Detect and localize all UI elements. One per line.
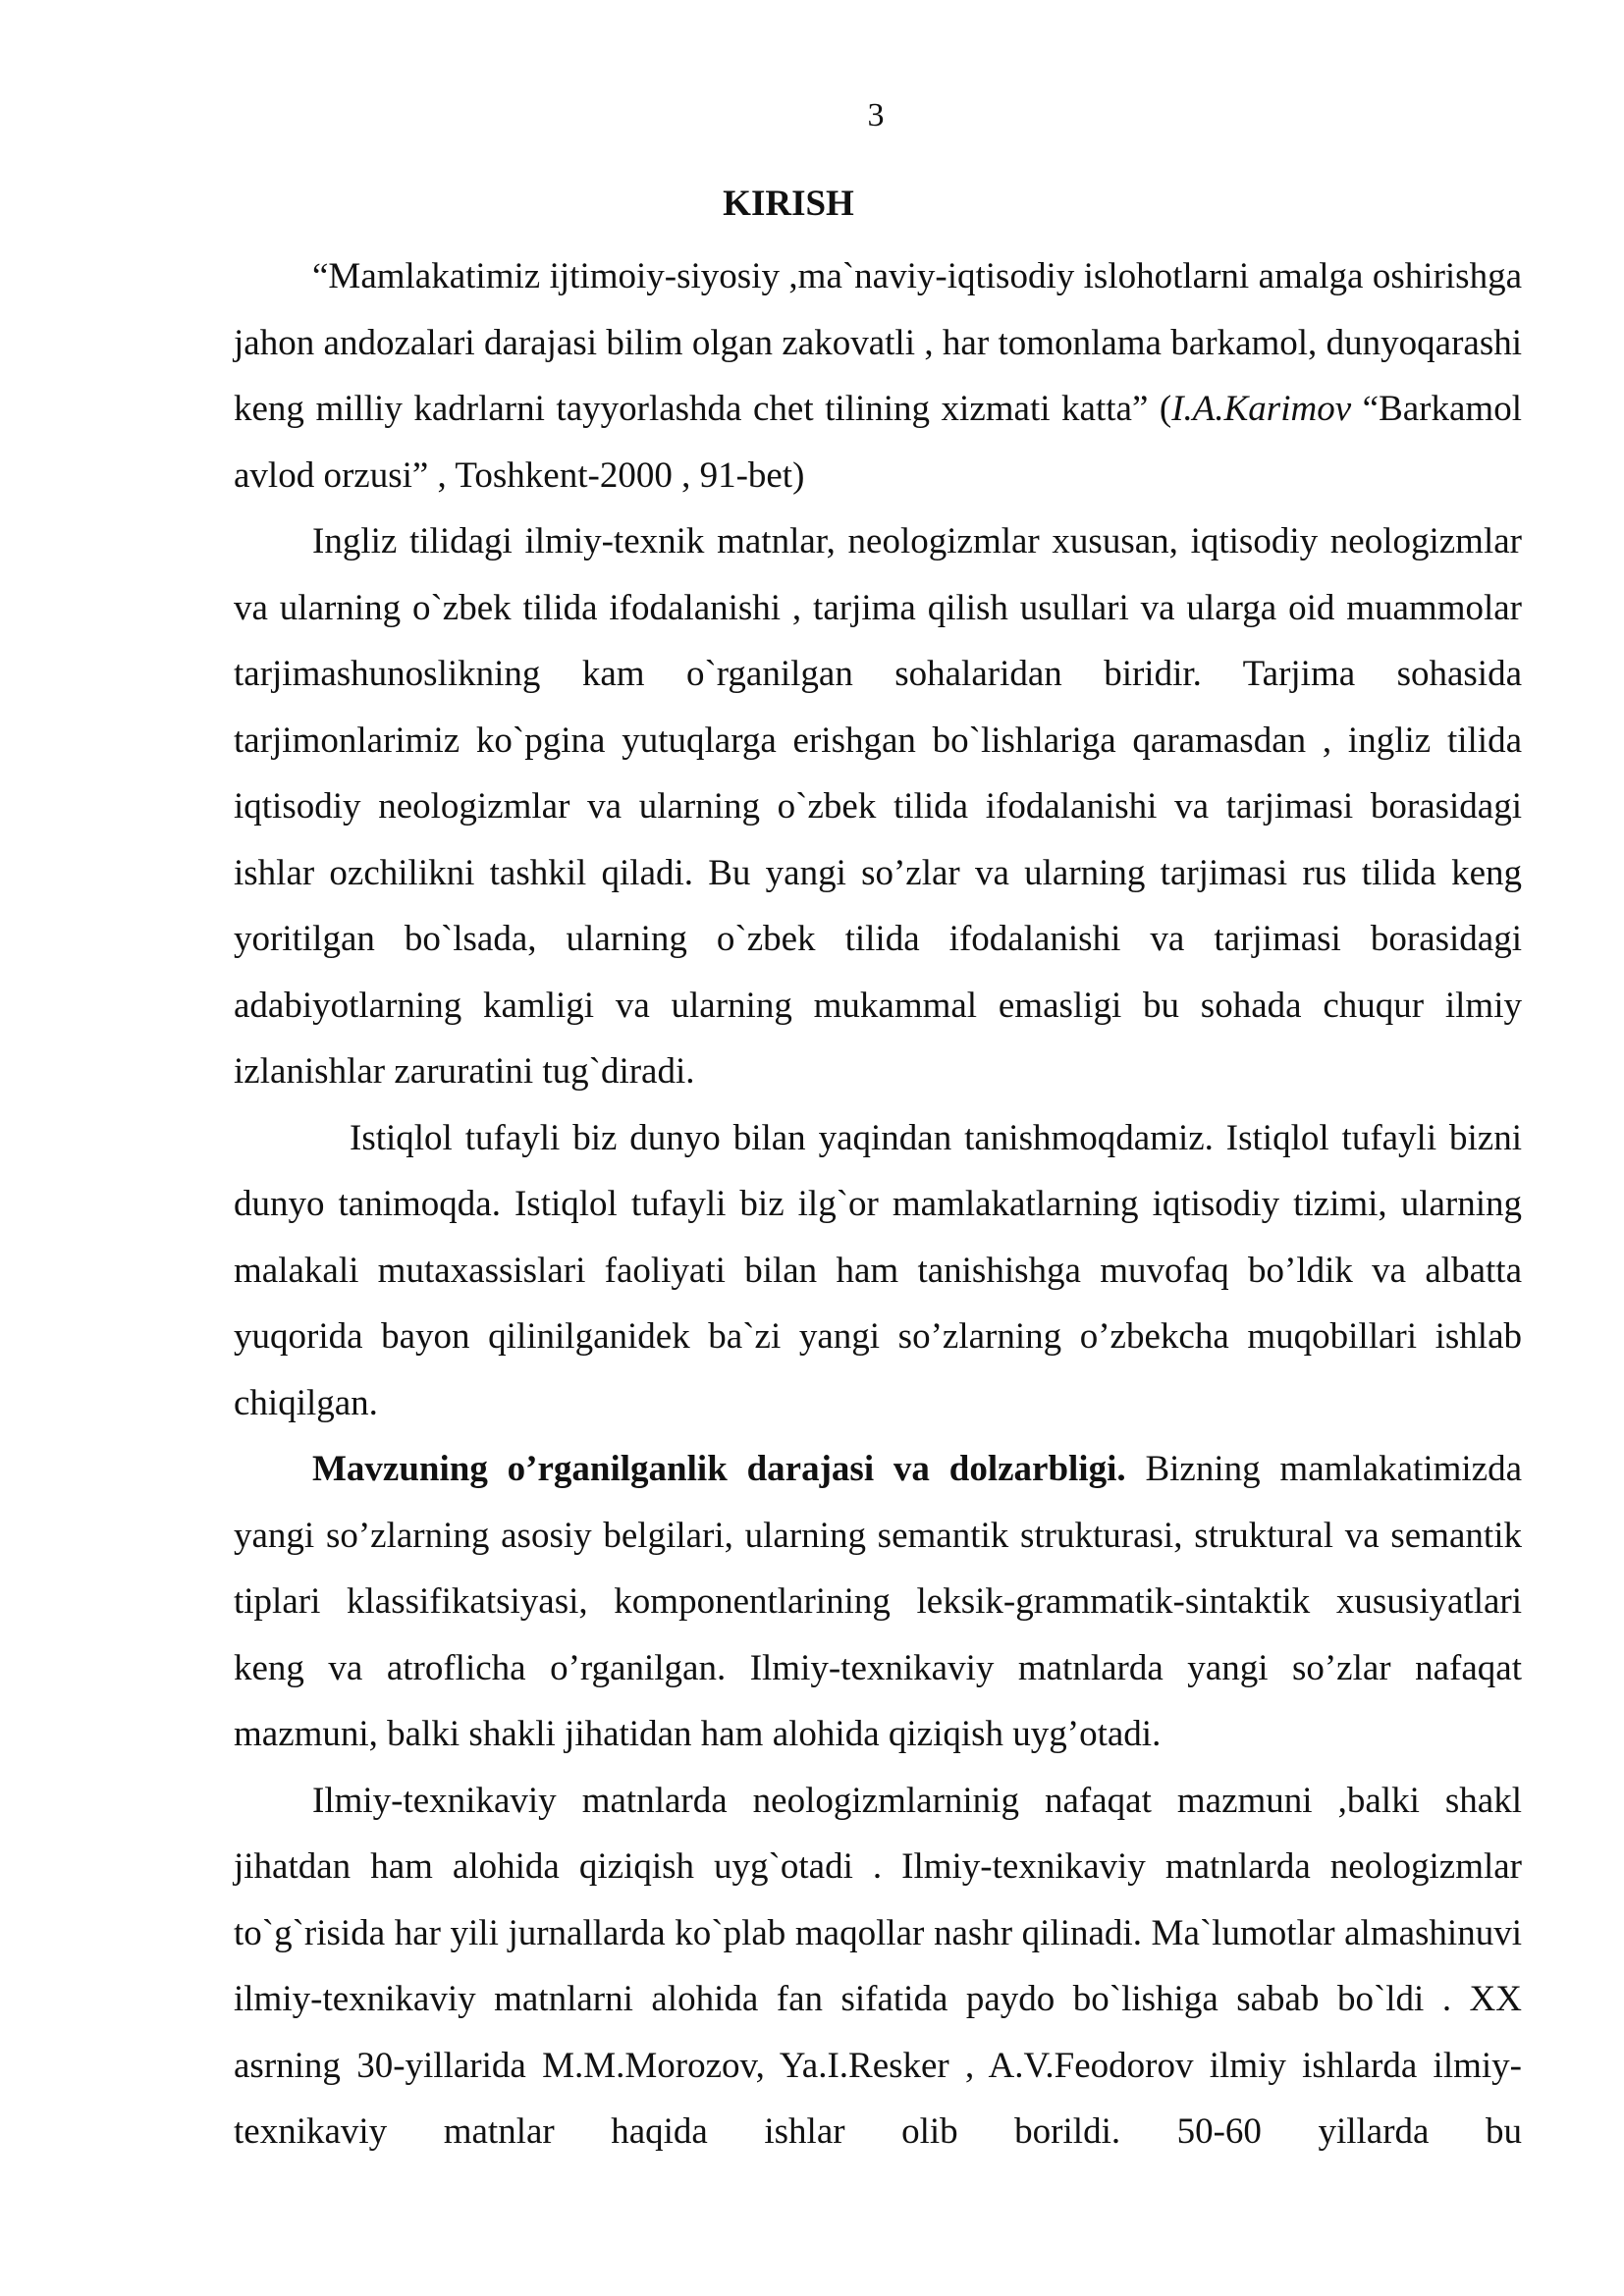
- paragraph-relevance-title: Mavzuning o’rganilganlik darajasi va dolzarbligi.: [312, 1449, 1126, 1489]
- paragraph-scientific-texts: Ilmiy-texnikaviy matnlarda neologizmlarninig nafaqat mazmuni ,balki shakl jihatdan ham alohida qiziqish uyg`otadi . Ilmiy-texnikaviy matnlarda neologizmlar to`g`risida har yili jurnallarda ko`plab maqollar nashr qilinadi. Ma`lumotlar almashinuvi ilmiy-texnikaviy matnlarni alohida fan sifatida paydo bo`lishiga sabab bo`ldi . XX asrning 30-yillarida M.M.Morozov, Ya.I.Resker , A.V.Feodorov ilmiy ishlarda ilmiy-texnikaviy matnlar haqida ishlar olib borildi. 50-60 yillarda bu: [234, 1780, 1522, 2152]
- epigraph-author: I.A.Karimov: [1171, 389, 1352, 429]
- paragraph-intro: Ingliz tilidagi ilmiy-texnik matnlar, neologizmlar xususan, iqtisodiy neologizmlar va ularning o`zbek tilida ifodalanishi , tarjima qilish usullari va ularga oid muammolar tarjimashunoslikning kam o`rganilgan sohalaridan biridir. Tarjima sohasida tarjimonlarimiz ko`pgina yutuqlarga erishgan bo`lishlariga qaramasdan , ingliz tilida iqtisodiy neologizmlar va ularning o`zbek tilida ifodalanishi va tarjimasi borasidagi ishlar ozchilikni tashkil qiladi. Bu yangi so’zlar va ularning tarjimasi rus tilida keng yoritilgan bo`lsada, ularning o`zbek tilida ifodalanishi va tarjimasi borasidagi adabiyotlarning kamligi va ularning mukammal emasligi bu sohada chuqur ilmiy izlanishlar zaruratini tug`diradi.: [234, 521, 1522, 1092]
- paragraph-independence: Istiqlol tufayli biz dunyo bilan yaqindan tanishmoqdamiz. Istiqlol tufayli bizni dunyo tanimoqda. Istiqlol tufayli biz ilg`or mamlakatlarning iqtisodiy tizimi, ularning malakali mutaxassislari faoliyati bilan ham tanishishga muvofaq bo’ldik va albatta yuqorida bayon qilinilganidek ba`zi yangi so’zlarning o’zbekcha muqobillari ishlab chiqilgan.: [234, 1117, 1522, 1423]
- paragraph-epigraph: [234, 243, 1522, 508]
- body-text: [234, 243, 1522, 2165]
- epigraph-source: “Barkamol avlod orzusi” , Toshkent-2000 , 91-bet): [234, 389, 1522, 496]
- paragraph-relevance: [234, 1436, 1522, 1768]
- page-number: 3: [867, 97, 885, 133]
- section-heading: KIRISH: [723, 184, 854, 224]
- epigraph-text: “Mamlakatimiz ijtimoiy-siyosiy ,ma`naviy-iqtisodiy islohotlarni amalga oshirishga jahon andozalari darajasi bilim olgan zakovatli , har tomonlama barkamol, dunyoqarashi keng milliy kadrlarni tayyorlashda chet tilining xizmati katta” (: [234, 256, 1522, 429]
- paragraph-relevance-body: Bizning mamlakatimizda yangi so’zlarning asosiy belgilari, ularning semantik strukturasi, struktural va semantik tiplari klassifikatsiyasi, komponentlarining leksik-grammatik-sintaktik xususiyatlari keng va atroflicha o’rganilgan. Ilmiy-texnikaviy matnlarda yangi so’zlar nafaqat mazmuni, balki shakli jihatidan ham alohida qiziqish uyg’otadi.: [234, 1449, 1523, 1754]
